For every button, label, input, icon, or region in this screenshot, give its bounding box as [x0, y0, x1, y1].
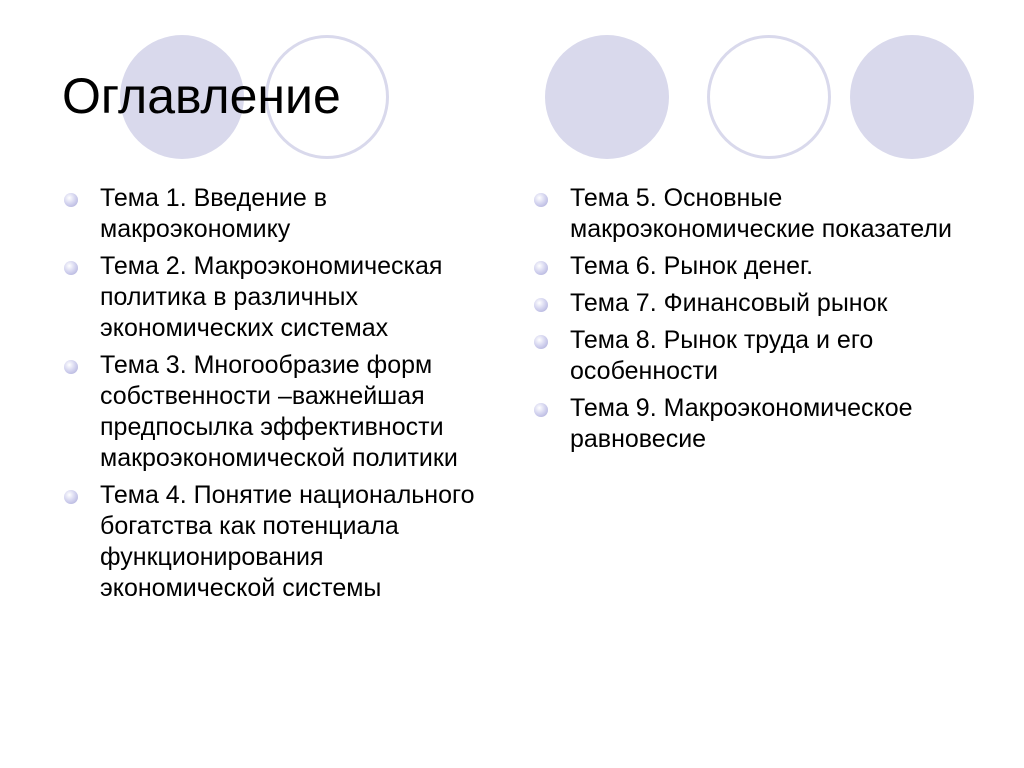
list-item	[534, 325, 974, 387]
bullet-icon	[534, 193, 548, 207]
bullet-icon	[64, 193, 78, 207]
bullet-icon	[534, 403, 548, 417]
list-item	[534, 288, 974, 319]
bullet-icon	[534, 261, 548, 275]
list-item-text: Тема 8. Рынок труда и его особенности	[570, 326, 874, 385]
bullet-icon	[534, 335, 548, 349]
list-item-text: Тема 6. Рынок денег.	[570, 252, 814, 280]
bullet-icon	[64, 490, 78, 504]
bullet-icon	[64, 360, 78, 374]
decor-circle-filled	[850, 35, 974, 159]
list-item	[64, 183, 504, 245]
slide-title: Оглавление	[62, 68, 341, 124]
decor-circle-filled	[545, 35, 669, 159]
contents-list-right	[534, 183, 974, 461]
list-item	[534, 183, 974, 245]
list-item	[534, 393, 974, 455]
decor-circle-outline	[707, 35, 831, 159]
list-item-text: Тема 9. Макроэкономическое равновесие	[570, 394, 913, 453]
bullet-icon	[64, 261, 78, 275]
list-item	[64, 251, 504, 344]
list-item	[64, 350, 504, 474]
list-item-text: Тема 2. Макроэкономическая политика в различных экономических системах	[100, 252, 443, 342]
list-item-text: Тема 5. Основные макроэкономические показатели	[570, 184, 952, 243]
list-item-text: Тема 3. Многообразие форм собственности –важнейшая предпосылка эффективности макроэкономической политики	[100, 351, 458, 472]
list-item	[64, 480, 504, 604]
bullet-icon	[534, 298, 548, 312]
list-item-text: Тема 7. Финансовый рынок	[570, 289, 888, 317]
list-item-text: Тема 4. Понятие национального богатства как потенциала функционирования экономической системы	[100, 481, 475, 602]
list-item	[534, 251, 974, 282]
list-item-text: Тема 1. Введение в макроэкономику	[100, 184, 328, 243]
contents-list-left	[64, 183, 504, 610]
